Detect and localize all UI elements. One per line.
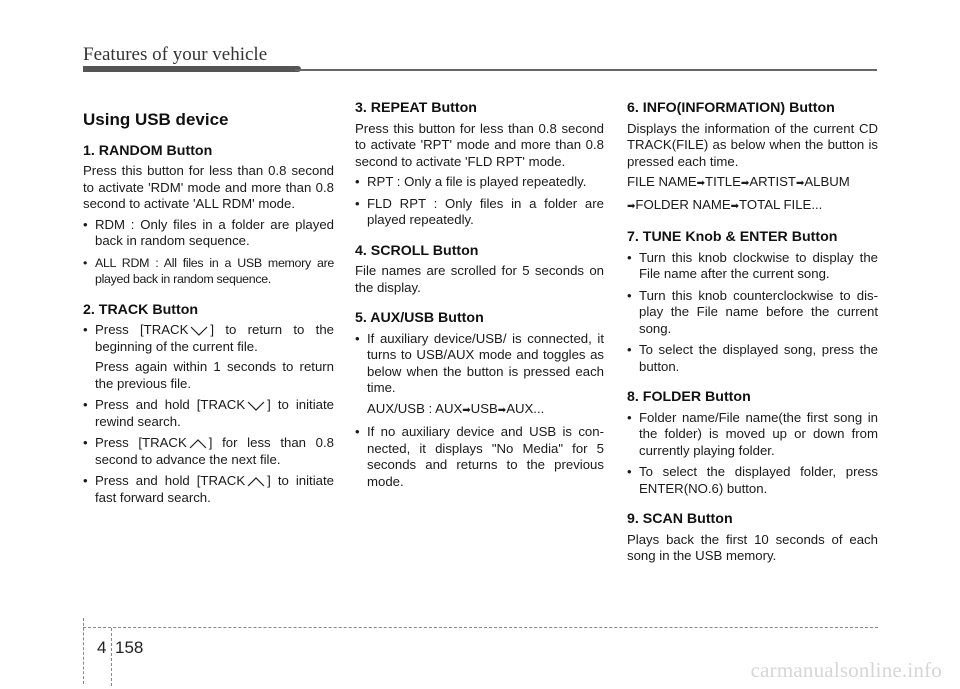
track-text-post: ] to return to the beginning of the current file. xyxy=(95,322,334,354)
track-sub-text: Press again within 1 seconds to return the previous file. xyxy=(95,359,334,391)
list-item xyxy=(83,397,334,430)
list-item xyxy=(83,322,334,392)
aux-toggle-sequence xyxy=(367,401,604,420)
info-seq-total-file: TOTAL FILE... xyxy=(739,196,823,212)
aux-bullets xyxy=(355,331,604,491)
arrow-right-icon: ➡ xyxy=(740,178,750,189)
column-2 xyxy=(355,100,604,504)
repeat-button-description: Press this button for less than 0.8 second to activate 'RPT' mode and more than 0.8 second to activate 'FLD RPT' mode. xyxy=(355,120,604,169)
folder-button-heading: 8. FOLDER Button xyxy=(627,389,751,405)
scan-button-description: Plays back the first 10 seconds of each song in the USB memory. xyxy=(627,531,878,563)
track-text-pre: Press and hold [TRACK xyxy=(95,473,246,488)
page-number-separator xyxy=(111,628,112,686)
arrow-right-icon: ➡ xyxy=(795,178,805,189)
info-button-description: Displays the information of the current CD TRACK(FILE) as below when the button is pressed each time. xyxy=(627,120,878,169)
info-seq-folder-name: FOLDER NAME xyxy=(635,196,731,212)
list-item xyxy=(83,473,334,506)
chevron-up-icon xyxy=(247,477,265,487)
list-item: • Turn this knob counterclockwise to dis- play the File name before the current song. xyxy=(627,288,878,338)
repeat-button-heading: 3. REPEAT Button xyxy=(355,100,477,116)
info-button-heading: 6. INFO(INFORMATION) Button xyxy=(627,100,835,116)
tune-bullets xyxy=(627,250,878,376)
list-item: • Turn this knob clockwise to display the File name after the current song. xyxy=(627,250,878,283)
tune-knob-heading: 7. TUNE Knob & ENTER Button xyxy=(627,229,838,245)
repeat-bullets xyxy=(355,174,604,229)
track-text-post: ] to initiate fast forward search. xyxy=(95,473,334,505)
chevron-down-icon xyxy=(247,401,265,411)
list-item xyxy=(355,331,604,420)
header-rule xyxy=(295,69,877,71)
list-item: • RDM : Only files in a folder are played back in random sequence. xyxy=(83,217,334,250)
info-seq-artist: ARTIST xyxy=(749,174,796,189)
repeat-button-section xyxy=(355,100,604,229)
folder-button-section xyxy=(627,389,878,497)
random-button-heading: 1. RANDOM Button xyxy=(83,142,213,159)
footer-rule xyxy=(83,627,878,628)
aux-text: If auxiliary device/USB/ is connected, it turns to USB/AUX mode and toggles as below when the button is pressed each time. xyxy=(367,330,604,395)
list-item: • To select the displayed song, press the button. xyxy=(627,342,878,375)
aux-usb-button-heading: 5. AUX/USB Button xyxy=(355,310,484,326)
track-text-pre: Press [TRACK xyxy=(95,435,187,450)
scroll-button-description: File names are scrolled for 5 seconds on the display. xyxy=(355,263,604,295)
list-item: • RPT : Only a file is played repeatedly. xyxy=(355,174,604,191)
arrow-right-icon: ➡ xyxy=(497,404,507,416)
list-item xyxy=(83,435,334,468)
track-text-pre: Press [TRACK xyxy=(95,322,189,337)
info-seq-file-name: FILE NAME xyxy=(627,174,697,189)
folder-bullets xyxy=(627,410,878,498)
track-bullets xyxy=(83,322,334,506)
info-sequence-line-1 xyxy=(627,174,878,193)
track-button-section xyxy=(83,302,334,507)
track-button-heading: 2. TRACK Button xyxy=(83,301,199,318)
random-button-section xyxy=(83,143,334,288)
list-item: • Folder name/File name(the first song in the folder) is moved up or down from currently playing folder. xyxy=(627,410,878,460)
info-seq-title: TITLE xyxy=(705,174,741,189)
tune-knob-section xyxy=(627,229,878,375)
aux-seq-3: AUX... xyxy=(506,400,545,416)
watermark: carmanualsonline.info xyxy=(750,658,942,682)
page-header-title: Features of your vehicle xyxy=(83,44,268,65)
aux-seq-2: USB xyxy=(470,400,498,416)
arrow-right-icon: ➡ xyxy=(627,200,636,212)
track-text-post: ] for less than 0.8 second to advance the next file. xyxy=(95,435,335,467)
column-3 xyxy=(627,100,878,579)
header-bar xyxy=(83,66,301,72)
track-text-post: ] to initiate rewind search. xyxy=(95,397,334,429)
page-number: 158 xyxy=(115,638,144,657)
info-button-section xyxy=(627,100,878,215)
info-sequence-line-2 xyxy=(627,197,878,216)
list-item: • FLD RPT : Only files in a folder are played repeatedly. xyxy=(355,196,604,229)
section-title: Using USB device xyxy=(83,110,229,129)
aux-usb-button-section xyxy=(355,310,604,490)
chapter-number: 4 xyxy=(97,638,107,657)
random-bullets xyxy=(83,217,334,288)
list-item: • If no auxiliary device and USB is con- nected, it displays "No Media" for 5 seconds and returns to the previous mode. xyxy=(355,424,604,490)
column-1 xyxy=(83,100,334,520)
scan-button-heading: 9. SCAN Button xyxy=(627,511,733,527)
footer-vertical-rule xyxy=(83,618,84,684)
list-item: • ALL RDM : All files in a USB memory are played back in random sequence. xyxy=(83,255,334,288)
arrow-right-icon: ➡ xyxy=(462,404,471,416)
arrow-right-icon: ➡ xyxy=(730,200,740,212)
scroll-button-section xyxy=(355,243,604,297)
aux-seq-1: AUX/USB : AUX xyxy=(367,400,463,416)
info-seq-album: ALBUM xyxy=(804,174,850,189)
chevron-down-icon xyxy=(190,326,208,336)
random-button-description: Press this button for less than 0.8 second to activate 'RDM' mode and more than 0.8 second to activate 'ALL RDM' mode. xyxy=(83,163,334,211)
list-item: • To select the displayed folder, press ENTER(NO.6) button. xyxy=(627,464,878,497)
track-text-pre: Press and hold [TRACK xyxy=(95,397,246,412)
scan-button-section xyxy=(627,511,878,565)
scroll-button-heading: 4. SCROLL Button xyxy=(355,242,479,259)
arrow-right-icon: ➡ xyxy=(696,178,706,189)
chevron-up-icon xyxy=(189,439,207,449)
